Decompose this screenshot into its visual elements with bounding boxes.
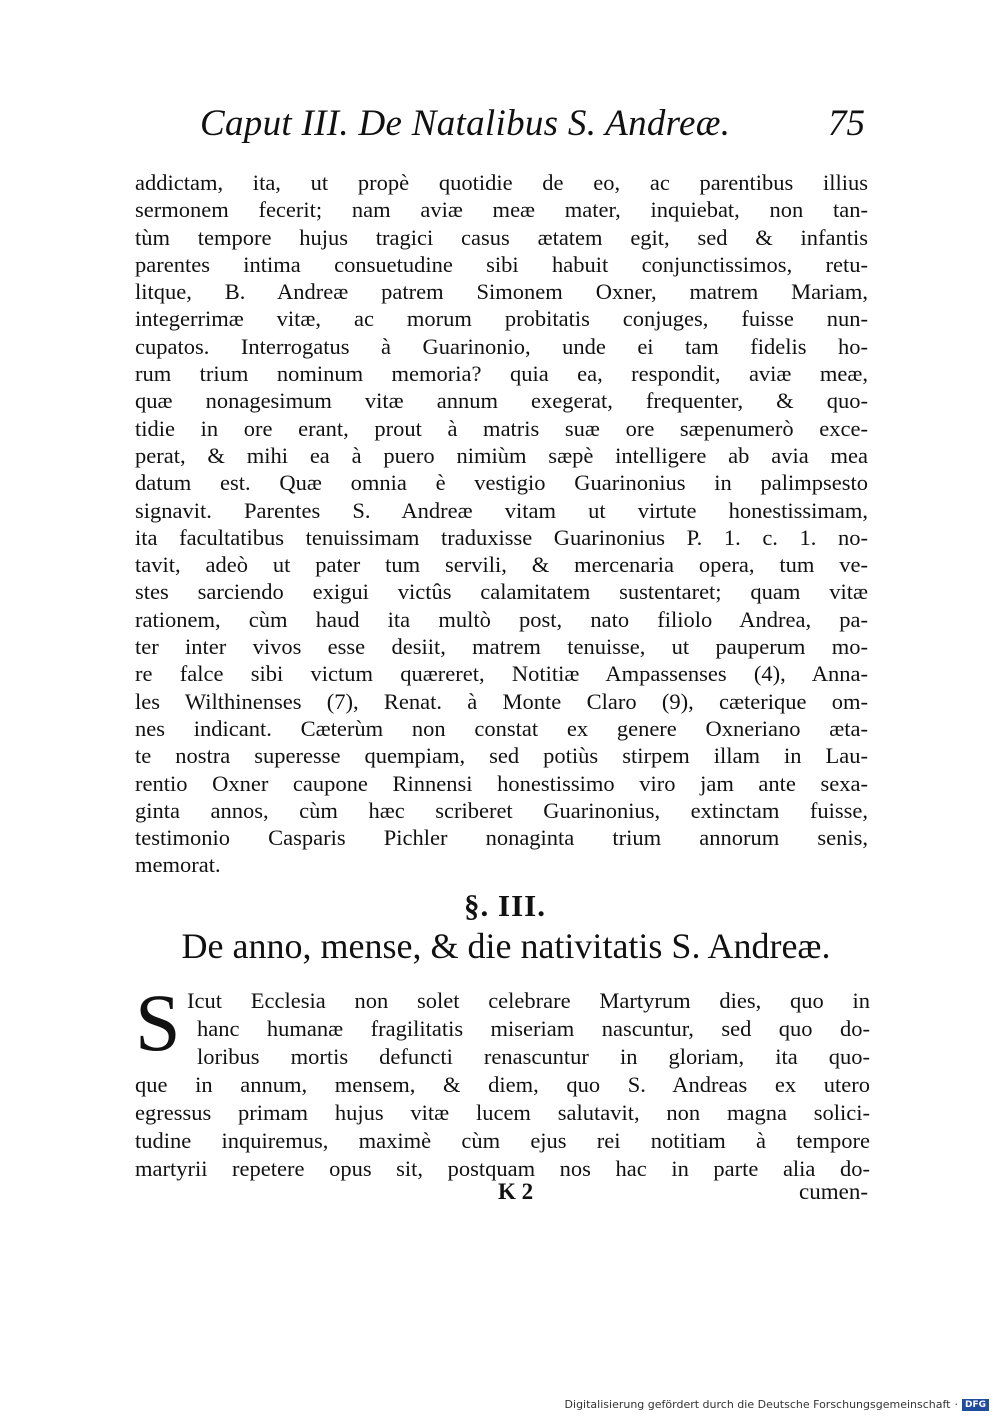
page-number: 75 [828,103,865,144]
text-line: te nostra superesse quempiam, sed potiùs stirpem illam in Lau- [135,743,868,769]
section-title: De anno, mense, & die nativitatis S. Andreæ. [181,926,831,966]
credit-separator: · [954,1398,958,1411]
text-line: tavit, adeò ut pater tum servili, & mercenaria opera, tum ve- [135,552,868,578]
text-line: egressus primam hujus vitæ lucem salutavit, non magna solici- [135,1100,870,1125]
text-line: ita facultatibus tenuissimam traduxisse Guarinonius P. 1. c. 1. no- [135,524,868,550]
dfg-logo-icon: DFG [962,1399,989,1411]
drop-cap: S [135,977,181,1068]
text-line: quæ nonagesimum vitæ annum exegerat, frequenter, & quo- [135,388,868,414]
text-line: datum est. Quæ omnia è vestigio Guarinonius in palimpsesto [135,470,868,496]
text-line: stes sarciendo exigui victûs calamitatem sustentaret; quam vitæ [135,579,868,605]
text-line: rentio Oxner caupone Rinnensi honestissimo viro jam ante sexa- [135,770,868,796]
text-line: parentes intima consuetudine sibi habuit conjunctissimos, retu- [135,251,868,277]
text-line: loribus mortis defuncti renascuntur in gloriam, ita quo- [197,1044,870,1069]
text-line: perat, & mihi ea à puero nimiùm sæpè intelligere ab avia mea [135,442,868,468]
text-line: cupatos. Interrogatus à Guarinonio, unde ei tam fidelis ho- [135,333,868,359]
text-line: testimonio Casparis Pichler nonaginta trium annorum senis, [135,825,868,851]
text-line: signavit. Parentes S. Andreæ vitam ut virtute honestissimam, [135,497,868,523]
text-line: Icut Ecclesia non solet celebrare Martyrum dies, quo in [187,988,870,1013]
text-line: litque, B. Andreæ patrem Simonem Oxner, matrem Mariam, [135,279,868,305]
text-line: hanc humanæ fragilitatis miseriam nascuntur, sed quo do- [197,1016,870,1041]
text-line: ginta annos, cùm hæc scriberet Guarinonius, extinctam fuisse, [135,797,868,823]
catchword: cumen- [799,1179,868,1204]
text-line: martyrii repetere opus sit, postquam nos hac in parte alia do- [135,1156,870,1181]
digitization-credit [565,1398,989,1411]
text-line: que in annum, mensem, & diem, quo S. Andreas ex utero [135,1072,870,1097]
credit-text: Digitalisierung gefördert durch die Deutsche Forschungsgemeinschaft [564,1398,951,1411]
text-line: addictam, ita, ut propè quotidie de eo, ac parentibus illius [135,170,868,195]
text-line: integerrimæ vitæ, ac morum probitatis conjuges, fuisse nun- [135,306,868,332]
signature-mark: K 2 [498,1179,534,1204]
text-line: tùm tempore hujus tragici casus ætatem egit, sed & infantis [135,224,868,250]
text-line: tudine inquiremus, maximè cùm ejus rei notitiam à tempore [135,1128,870,1153]
text-line: les Wilthinenses (7), Renat. à Monte Claro (9), cæterique om- [135,688,868,714]
text-line: tidie in ore erant, prout à matris suæ ore sæpenumerò exce- [135,415,868,441]
section-number: §. III. [464,888,546,923]
running-header [200,100,865,152]
text-line: sermonem fecerit; nam aviæ meæ mater, inquiebat, non tan- [135,197,868,223]
paragraph-2 [135,977,870,1183]
text-line: re falce sibi victum quæreret, Notitiæ Ampassenses (4), Anna- [135,661,868,687]
text-line: memorat. [135,852,221,878]
text-line: rum trium nominum memoria? quia ea, respondit, aviæ meæ, [135,361,868,387]
text-line: rationem, cùm haud ita multò post, nato filiolo Andrea, pa- [135,606,868,632]
text-line: nes indicant. Cæterùm non constat ex genere Oxneriano æta- [135,715,868,741]
text-line: ter inter vivos esse desiit, matrem tenuisse, ut pauperum mo- [135,634,868,660]
paragraph-1 [135,169,868,879]
running-header-title: Caput III. De Natalibus S. Andreæ. [200,103,731,144]
